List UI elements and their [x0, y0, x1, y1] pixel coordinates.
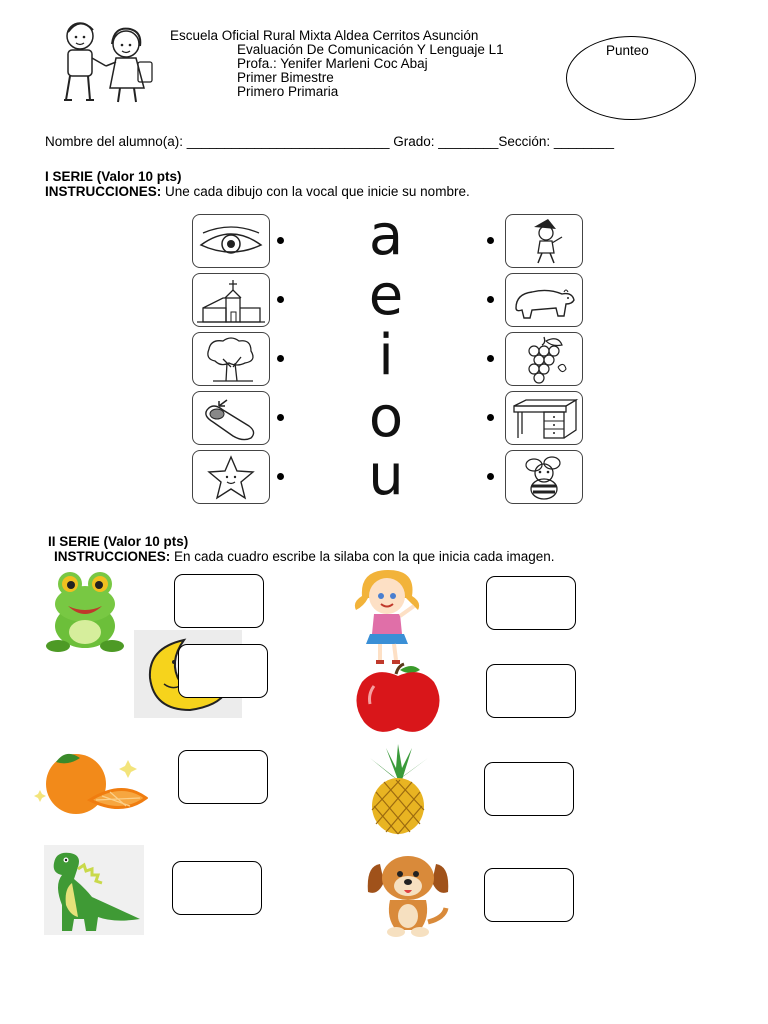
serie1-instructions-text: Une cada dibujo con la vocal que inicie su nombre. — [161, 184, 470, 199]
match-dot-left-4[interactable] — [277, 414, 284, 421]
church-icon — [192, 273, 270, 327]
answer-box-pineapple[interactable] — [484, 762, 574, 816]
evaluation-title: Evaluación De Comunicación Y Lenguaje L1 — [237, 42, 504, 57]
star-icon — [192, 450, 270, 504]
serie2-instructions — [54, 549, 555, 564]
child-with-hat-icon — [505, 214, 583, 268]
children-illustration — [50, 14, 162, 106]
answer-box-orange[interactable] — [178, 750, 268, 804]
vowel-o: o — [368, 385, 404, 450]
dinosaur-icon — [44, 845, 144, 935]
serie2-instructions-label: INSTRUCCIONES: — [54, 549, 171, 564]
puppy-icon — [360, 852, 456, 938]
answer-box-frog[interactable] — [174, 574, 264, 628]
school-name: Escuela Oficial Rural Mixta Aldea Cerritos Asunción — [170, 28, 479, 43]
serie1-instructions — [45, 184, 470, 199]
pineapple-icon — [346, 744, 450, 836]
answer-box-moon[interactable] — [178, 644, 268, 698]
orange-icon — [30, 740, 148, 820]
frog-icon — [44, 566, 126, 656]
desk-icon — [505, 391, 583, 445]
match-dot-left-1[interactable] — [277, 237, 284, 244]
serie1-title: I SERIE (Valor 10 pts) — [45, 169, 182, 184]
serie2-instructions-text: En cada cuadro escribe la silaba con la que inicia cada imagen. — [170, 549, 555, 564]
teacher-name: Profa.: Yenifer Marleni Coc Abaj — [237, 56, 428, 71]
eye-icon — [192, 214, 270, 268]
vowel-e: e — [368, 263, 404, 328]
finger-nail-icon — [192, 391, 270, 445]
answer-box-dinosaur[interactable] — [172, 861, 262, 915]
tree-icon — [192, 332, 270, 386]
serie1-instructions-label: INSTRUCCIONES: — [45, 184, 162, 199]
vowel-a: a — [368, 203, 404, 268]
match-dot-right-3[interactable] — [487, 355, 494, 362]
grapes-icon — [505, 332, 583, 386]
match-dot-left-3[interactable] — [277, 355, 284, 362]
girl-icon — [340, 566, 434, 666]
apple-icon — [350, 662, 446, 736]
period: Primer Bimestre — [237, 70, 334, 85]
match-dot-right-5[interactable] — [487, 473, 494, 480]
answer-box-puppy[interactable] — [484, 868, 574, 922]
serie2-title: II SERIE (Valor 10 pts) — [48, 534, 189, 549]
vowel-u: u — [368, 443, 404, 508]
bear-icon — [505, 273, 583, 327]
grade-level: Primero Primaria — [237, 84, 339, 99]
student-info-line[interactable]: Nombre del alumno(a): ___________________________ Grado: ________Sección: ________ — [45, 134, 614, 149]
vowel-i: i — [378, 323, 394, 388]
match-dot-left-2[interactable] — [277, 296, 284, 303]
match-dot-right-1[interactable] — [487, 237, 494, 244]
match-dot-right-4[interactable] — [487, 414, 494, 421]
score-label: Punteo — [606, 43, 649, 58]
match-dot-left-5[interactable] — [277, 473, 284, 480]
answer-box-apple[interactable] — [486, 664, 576, 718]
answer-box-girl[interactable] — [486, 576, 576, 630]
bee-icon — [505, 450, 583, 504]
match-dot-right-2[interactable] — [487, 296, 494, 303]
